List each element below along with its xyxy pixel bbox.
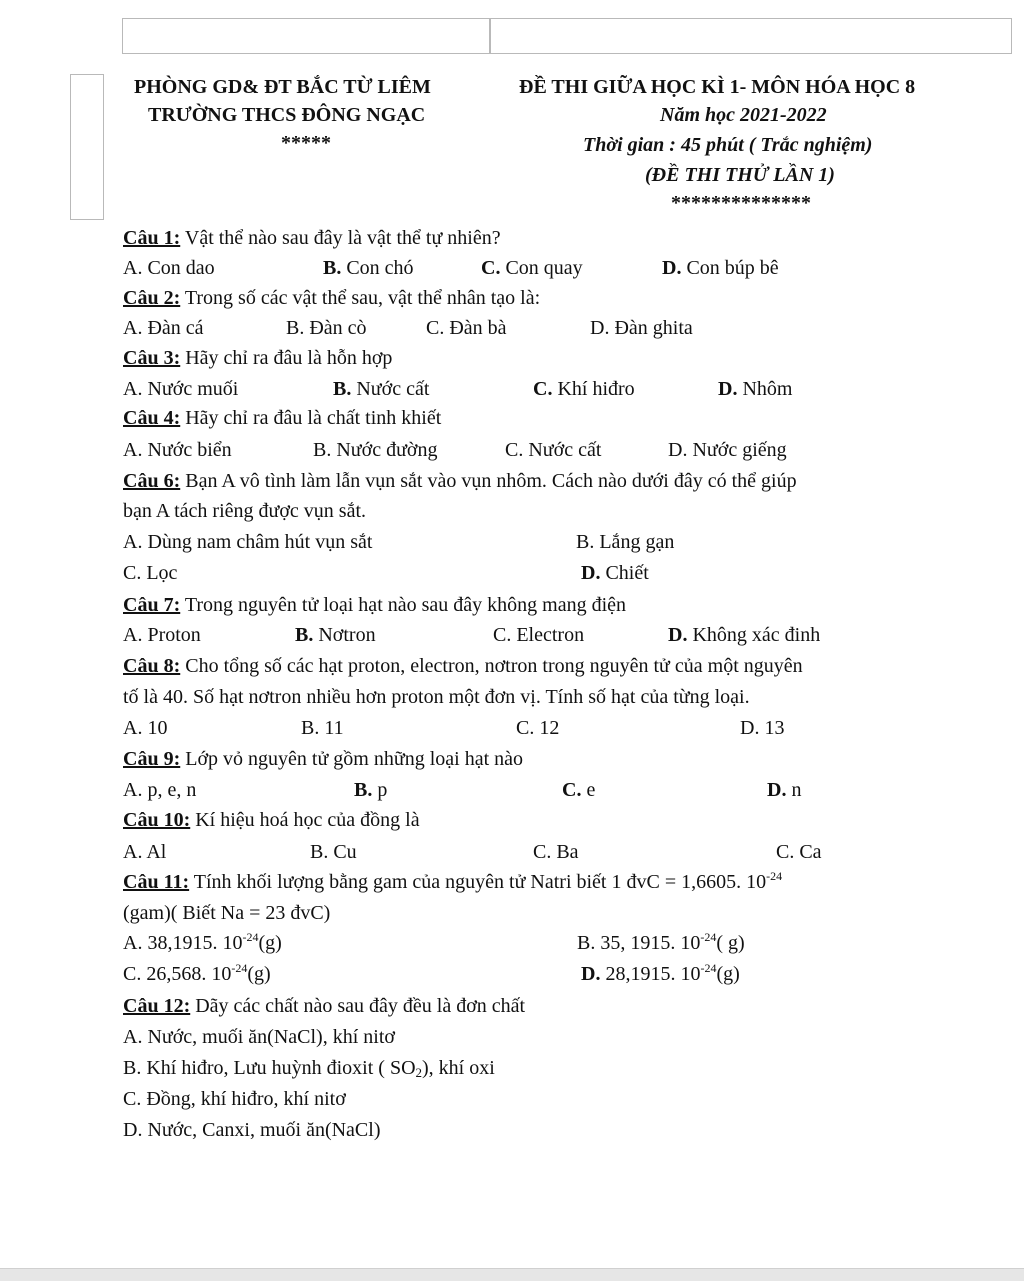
option-b[interactable]: B. p — [354, 779, 388, 801]
option-c[interactable]: C. Ba — [533, 841, 579, 863]
exam-duration: Thời gian : 45 phút ( Trắc nghiệm) — [583, 134, 873, 156]
option-b[interactable]: B. 35, 1915. $10^{-24}$( g) — [577, 930, 745, 954]
option-c[interactable]: C. e — [562, 779, 596, 801]
option-b[interactable]: B. Khí hiđro, Lưu huỳnh đioxit ( $SO_2$), khí oxi — [123, 1057, 495, 1080]
question-4-options — [0, 438, 1024, 462]
question-6-options-row1 — [0, 530, 1024, 554]
option-a[interactable]: A. 38,1915. $10^{-24}(g)$ — [123, 930, 282, 954]
question-text: Lớp vỏ nguyên tử gồm những loại hạt nào — [180, 748, 523, 770]
option-d[interactable]: D. 28,1915. $10^{-24}(g)$ — [581, 961, 740, 985]
option-a[interactable]: A. Nước biển — [123, 439, 232, 461]
option-a[interactable]: A. Nước muối — [123, 378, 239, 400]
option-d[interactable]: C. Ca — [776, 841, 822, 863]
option-d[interactable]: D. Không xác đinh — [668, 624, 821, 646]
school-year: Năm học 2021-2022 — [660, 104, 827, 126]
option-c[interactable]: C. Khí hiđro — [533, 378, 635, 400]
question-12 — [123, 994, 525, 1018]
option-b[interactable]: B. Nước đường — [313, 439, 438, 461]
option-b[interactable]: B. Đàn cò — [286, 317, 367, 339]
option-a[interactable]: A. Al — [123, 841, 167, 863]
question-11-options-row2 — [0, 962, 1024, 986]
question-7 — [123, 593, 626, 617]
question-text: Kí hiệu hoá học của đồng là — [190, 809, 420, 831]
question-10-options — [0, 840, 1024, 864]
question-8-continued: tố là 40. Số hạt nơtron nhiều hơn proton một đơn vị. Tính số hạt của từng loại. — [123, 686, 750, 708]
question-text: Trong nguyên tử loại hạt nào sau đây không mang điện — [180, 594, 627, 616]
option-b[interactable]: B. Con chó — [323, 257, 414, 279]
question-2 — [123, 286, 540, 310]
question-9-options — [0, 778, 1024, 802]
top-right-frame — [490, 18, 1012, 54]
option-b[interactable]: B. Nước cất — [333, 378, 430, 400]
question-10 — [123, 808, 420, 832]
question-label: Câu 9: — [123, 748, 181, 770]
option-d[interactable]: D. Nhôm — [718, 378, 793, 400]
option-c[interactable]: C. Đàn bà — [426, 317, 507, 339]
question-text: Dãy các chất nào sau đây đều là đơn chất — [190, 995, 526, 1017]
option-b[interactable]: B. Nơtron — [295, 624, 376, 646]
school-department: PHÒNG GD& ĐT BẮC TỪ LIÊM — [134, 76, 431, 98]
question-6 — [123, 469, 797, 493]
exam-attempt: (ĐỀ THI THỬ LẦN 1) — [645, 164, 835, 186]
option-c[interactable]: C. Lọc — [123, 562, 178, 584]
question-11-options-row1 — [0, 931, 1024, 955]
option-a[interactable]: A. Đàn cá — [123, 317, 204, 339]
school-name: TRƯỜNG THCS ĐÔNG NGẠC — [148, 104, 426, 126]
option-b[interactable]: B. Lắng gạn — [576, 531, 675, 553]
question-4 — [123, 406, 441, 430]
question-8 — [123, 654, 803, 678]
question-label: Câu 8: — [123, 655, 181, 677]
option-d[interactable]: D. Đàn ghita — [590, 317, 693, 339]
option-a[interactable]: A. Proton — [123, 624, 201, 646]
exam-title: ĐỀ THI GIỮA HỌC KÌ 1- MÔN HÓA HỌC 8 — [519, 76, 916, 98]
option-d[interactable]: D. Nước giếng — [668, 439, 787, 461]
question-label: Câu 10: — [123, 809, 191, 831]
option-b[interactable]: B. Cu — [310, 841, 357, 863]
option-c[interactable]: C. Đồng, khí hiđro, khí nitơ — [123, 1088, 346, 1110]
option-a[interactable]: A. 10 — [123, 717, 168, 739]
question-text: Trong số các vật thể sau, vật thể nhân tạo là: — [180, 287, 541, 309]
option-a[interactable]: A. p, e, n — [123, 779, 197, 801]
option-d[interactable]: D. Chiết — [581, 562, 649, 584]
question-label: Câu 2: — [123, 287, 181, 309]
question-6-continued: bạn A tách riêng được vụn sắt. — [123, 500, 367, 522]
option-d[interactable]: D. n — [767, 779, 802, 801]
option-d[interactable]: D. Con búp bê — [662, 257, 779, 279]
question-label: Câu 3: — [123, 347, 181, 369]
option-d[interactable]: D. 13 — [740, 717, 785, 739]
question-label: Câu 12: — [123, 995, 191, 1017]
question-7-options — [0, 623, 1024, 647]
question-label: Câu 7: — [123, 594, 181, 616]
option-a[interactable]: A. Nước, muối ăn(NaCl), khí nitơ — [123, 1026, 395, 1048]
window-bottom-edge — [0, 1268, 1024, 1281]
exponent: -24 — [766, 869, 783, 883]
question-text: Cho tổng số các hạt proton, electron, nơtron trong nguyên tử của một nguyên — [180, 655, 803, 677]
header-left-stars: ***** — [281, 132, 331, 154]
question-6-options-row2 — [0, 561, 1024, 585]
question-text: Bạn A vô tình làm lẫn vụn sắt vào vụn nhôm. Cách nào dưới đây có thể giúp — [180, 470, 797, 492]
question-text: Hãy chỉ ra đâu là chất tinh khiết — [180, 407, 442, 429]
question-8-options — [0, 716, 1024, 740]
question-1 — [123, 226, 501, 250]
option-c[interactable]: C. 26,568. $10^{-24}(g)$ — [123, 961, 271, 985]
question-11-continued: (gam)( Biết Na = 23 đvC) — [123, 902, 331, 924]
question-11 — [123, 870, 782, 894]
question-2-options — [0, 316, 1024, 340]
question-9 — [123, 747, 523, 771]
option-b[interactable]: B. 11 — [301, 717, 344, 739]
header-right-stars: ************** — [671, 192, 811, 214]
question-text: Tính khối lượng bằng gam của nguyên tử Natri biết 1 đvC = 1,6605. 10 — [189, 871, 767, 893]
option-a[interactable]: A. Con dao — [123, 257, 215, 279]
option-c[interactable]: C. Nước cất — [505, 439, 602, 461]
question-text: Vật thể nào sau đây là vật thể tự nhiên? — [180, 227, 501, 249]
question-label: Câu 4: — [123, 407, 181, 429]
question-label: Câu 11: — [123, 871, 190, 893]
question-text: Hãy chỉ ra đâu là hỗn hợp — [180, 347, 393, 369]
question-label: Câu 6: — [123, 470, 181, 492]
option-c[interactable]: C. Con quay — [481, 257, 583, 279]
option-c[interactable]: C. 12 — [516, 717, 560, 739]
option-d[interactable]: D. Nước, Canxi, muối ăn(NaCl) — [123, 1119, 381, 1141]
option-a[interactable]: A. Dùng nam châm hút vụn sắt — [123, 531, 373, 553]
question-label: Câu 1: — [123, 227, 181, 249]
side-margin-frame — [70, 74, 104, 220]
question-3-options — [0, 377, 1024, 401]
question-3 — [123, 346, 392, 370]
question-1-options — [0, 256, 1024, 280]
option-c[interactable]: C. Electron — [493, 624, 585, 646]
top-left-frame — [122, 18, 490, 54]
